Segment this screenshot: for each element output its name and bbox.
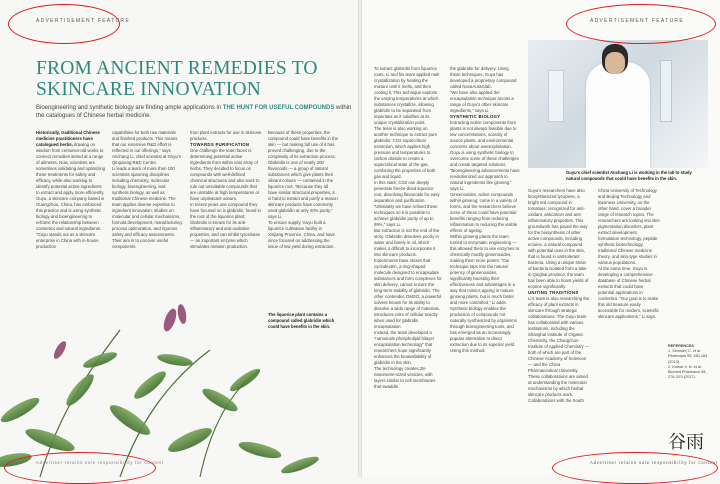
subhead-uniting-traditions: UNITING TRADITIONS [528,290,579,295]
scientist-face [605,52,625,74]
col-f-text-2: “We have also applied the encapsulation technique across a range of Guyu’s other skincare ingredients,” says Li. [450,90,514,113]
col-e-text-7: The technology creates 28-nanometre-sized vesicles, with layers similar to cell membranes that swaddle [374,366,436,389]
col-g-text: Guyu’s researchers have also biosynthesized lycopene, a bright red compound in tomatoes, recognized for anti-oxidant, anticancer and anti-inflammatory properties. This groundwork has paved the way for the biosynthesis of other active compounds, including ectoine, a natural compound with potential uses in the skin, that is found in salt-tolerant bacteria. Using a unique strain of bacteria isolated from a lake in Qinghai province, the team has been able to boost yields of ectoine significantly. [528,188,589,289]
column-d [268,130,338,250]
reference-1: 1. Simmler, C. et al. Fitoterapia 90, 160-184 (2013). [668,349,708,364]
col-c-text-2: One challenge the team faces is determining potential active ingredients from within vast array of herbs. They decided to focus on compounds with well-defined chemical structures and also work to rule out unsuitable compounds that are unstable at high temperatures or have unpleasant odours. [190,148,260,201]
col-f-text: the glabridin for delivery. Using these techniques, Guyu has developed a proprietary compound called NovaAuraGlab. [450,66,517,89]
subhead-towards-purification: TOWARDS PURIFICATION [190,142,250,147]
liquorice-plant-image [0,290,360,477]
col-d-text-3: To ensure supply, Guyu built a liquorice cultivation facility in Xinjiang Province, China, and have since focused on addressing the issue of low yield during extraction. [268,220,335,249]
col-g-text-3: These collaborations are aimed at understanding the molecular mechanisms by which herbal skincare products work. Collaborations with the South [528,374,588,403]
col-e-text-3: In this state, CO2 can deeply penetrate freeze-dried liquorice root, dissolving flavonoids for easy separation and purification. “Ultimately we have refined these techniques so it is possible to achieve glabridin purity of up to 99%,” says Li. [374,180,440,227]
standfirst-start: Bioengineering and synthetic biology are finding ample applications in [36,105,223,111]
column-h [598,188,660,320]
lead-text: Historically, traditional Chinese medicine practitioners have catalogued herbs, [36,130,100,147]
col-e-text-4: But extraction is not the end of the story. Glabridin dissolves poorly in water and barely in oil, which makes it difficult to incorporate it into skincare products. [374,228,440,257]
col-f-text-5: Ginsenosides, active compounds within ginseng, come in a variety of forms, and the researchers believe some of these could have potential benefits ranging from reducing inflammation to reducing the visible effects of ageing. [450,192,518,233]
col-f-text-6: Within ginseng plants the team turned to enzymatic engineering — this allowed them to use enzymes to chemically modify ginsenosides, making them more potent. “Our technique taps into the natural potency of ginsenosides, significantly boosting their effectiveness and advantages in a way that mimics ageing in mature ginseng plants, but is much faster and more controlled,” Li adds. [450,234,520,305]
col-g-text-2: Li’s team is also researching the efficacy of plant extracts in skincare through strategic collaborations. The Guyu team has collaborated with various institutions, including the Shanghai Institute of Organic Chemistry, the Changchun Institute of Applied Chemistry — both of which are part of the Chinese Academy of Sciences — and the China Pharmaceutical University. [528,296,590,373]
col-e-text-6: Instead, the team developed a “nanoscale phospholipid bilayer encapsulation technology” that researchers hope significantly enhances the bioavailability of glabridin in the skin. [374,330,435,365]
column-e [374,66,442,390]
column-a [36,130,106,250]
column-c [190,130,262,250]
standfirst-highlight: THE HUNT FOR USEFUL COMPOUNDS [222,105,335,111]
article-title: FROM ANCIENT REMEDIES TO SKINCARE INNOVATION [36,58,318,100]
column-b [112,130,182,250]
col-a-text-2: Guyu, a skincare company based in Guangzhou, China, has embraced this practice and is using synthetic biology and bioengineering to reframe the relationship between cosmetics and natural ingredients. [36,196,105,231]
standfirst [36,104,356,120]
footer-disclaimer-right: Advertiser retains sole responsibility for content [590,460,718,465]
red-annotation-circle [552,452,718,484]
footer-disclaimer-left: Advertiser retains sole responsibility for content [36,460,164,465]
advertisement-label-right: ADVERTISEMENT FEATURE [590,18,684,24]
lab-coat [586,62,650,168]
col-h-text-2: At the same time, Guyu is developing a comprehensive database of Chinese herbal extracts that could have potential applications in cosmetics. “Our goal is to make this old treasure easily accessible for modern, scientific skincare applications,” Li says. [598,266,659,319]
red-annotation-circle [4,452,156,484]
col-f-text-4: “Bioengineering advancements have revolutionized our approach to natural ingredients like ginseng,” says Li. [450,168,520,191]
lab-glassware [548,70,564,122]
red-annotation-circle [8,4,120,44]
col-a-text: drawing on wisdom from centuries-old works to connect remedies aimed at a range of ailments. Now, scientists are sometimes validating and optimizing these treatments for safety and efficacy, while also working to identify potential active ingredients to extract and apply more efficiently. [36,142,106,195]
advertisement-label-left: ADVERTISEMENT FEATURE [36,18,130,24]
red-annotation-circle [566,4,716,44]
col-d-text: Because of these properties, the compound could have benefits in the skin — but making full use of it has proved challenging, due to the complexity of its extraction process. [268,130,338,159]
col-b-text: capabilities for both raw materials and finished products. This means that our extensive R&D effort is reflected in our offerings,” says Anchang Li, chief scientist at Guyu’s Qingxiang R&D Centre. [112,130,181,165]
col-f-text-7: Synthetic biology enables the production of compounds not naturally synthesized by organisms through bioengineering tools, and has emerged as an increasingly popular alternative to direct extraction due to its superior yield. [450,306,517,347]
col-h-text: China University of Technology and Beijing Technology and Business University, on the other hand, cover a broader range of research topics. The researchers are looking into skin pigmentation disorders, plant extract development, formulation technology, peptide synthetic biotechnology, traditional Chinese medicine theory, and skin-type studies in various populations. [598,188,660,265]
col-f-text-3: Extracting active components from plants is not always feasible due to low concentrations, scarcity of source plants, and environmental concerns about overexploitation. Guyu is using synthetic biology to overcome some of these challenges and create targeted solutions. [450,120,519,167]
column-f [450,66,520,354]
col-e-text-5: Experiments have shown that cyclodextrin, a ring-shaped molecule designed to encapsulate substances and form complexes for skin delivery, cannot ensure the long-term stability of glabridin. The other contender, DMSO, a powerful solvent known for its ability to dissolve a wide range of materials, introduces risks of cellular toxicity when used for glabridin encapsulation. [374,258,442,329]
col-f-text-8: Using this method, [450,348,486,353]
references-title: REFERENCES [668,344,694,348]
col-c-text: from plant extracts for use in skincare products. [190,130,262,141]
scientist-photo [528,40,708,168]
col-e-text: To extract glabridin from liquorice roots, Li and his team applied melt crystallization by heating the mixture until it melts, and then cooling it. This technique exploits the varying temperatures at which substances crystallize, allowing glabridin to be separated from impurities as it solidifies at its unique crystallization point. [374,66,440,125]
guyu-logo: 谷雨 [668,432,704,453]
references [668,344,712,380]
standfirst-end: within the catalogues of Chinese herbal medicine. [36,105,352,119]
reference-2: 2. Kumar V. N. et al. Biomed Pharmacol 98, 278–570 (2017). [668,364,707,380]
col-a-text-3: “Guyu stands out as a skincare enterprise in China with in-house production [36,232,99,249]
col-d-text-2: Glabridin is one of nearly 200 flavonoids — a group of natural substances which give plants their vibrant colours — contained in the liquorice root. “Because they all have similar structural properties, it is hard to extract and purify a reason skincare products have commonly used glabridin at only 40% purity,” says Li. [268,160,338,219]
col-c-text-3: In recent years one compound they have focused on is glabridin, found in the root of the liquorice plant. Glabridin is known for its anti-inflammatory and anti-oxidative properties, and can inhibit tyrosinase — an important enzyme which stimulates melanin production. [190,202,261,249]
lab-flask [660,60,672,122]
plant-illustration [0,290,360,477]
column-g [528,188,590,404]
subhead-synthetic-biology: SYNTHETIC BIOLOGY [450,114,501,119]
left-photo-caption: The liquorice plant contains a compound called glabridin which could have benefits in the skin. [268,312,335,329]
col-e-text-2: The team is also working on another technique to extract pure glabridin: CO2 supercritical extraction, which applies high pressure and temperatures to carbon dioxide to create a supercritical state of the gas, combining the properties of both gas and liquid. [374,126,438,179]
col-b-text-2: Li leads a team of more than 100 scientists spanning disciplines including chemistry, molecular biology, bioengineering, and synthetic biology, as well as traditional Chinese medicine. The team applies diverse expertise to ingredient innovation, studies on molecular and cellular mechanisms, formula development, manufacturing process optimization, and rigorous safety and efficacy assessments. Their aim is to uncover useful components [112,166,182,249]
right-photo-caption: Guyu’s chief scientist Anchang Li is working in the lab to study natural compounds that could have benefits in the skin. [566,170,692,181]
